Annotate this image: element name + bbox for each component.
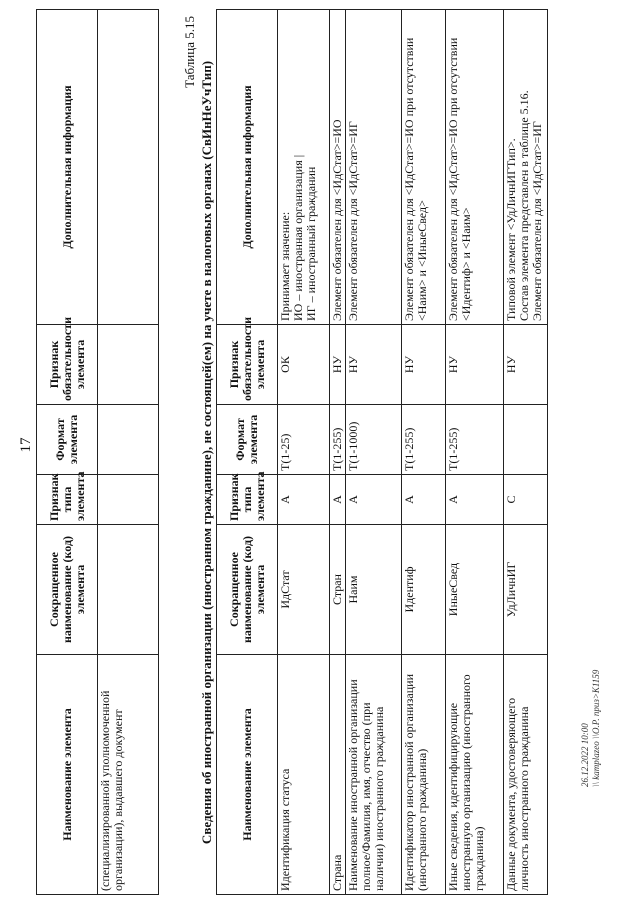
signature-stamp (580, 670, 602, 787)
cell-code: ИдСтат (278, 525, 330, 655)
cell-type: А (330, 475, 346, 525)
table-title: Сведения об иностранной организации (иностранном гражданине), не состоящей(ем) на учете в налоговых органах (СвИнНеУчТип) (199, 60, 214, 845)
table-row (504, 10, 548, 895)
cell-code: ИныеСвед (446, 525, 504, 655)
table-row (402, 10, 446, 895)
cell-required: НУ (330, 325, 346, 405)
cell-format (98, 405, 159, 475)
page-number: 17 (18, 437, 34, 453)
header-type: Признак типа элемента (37, 475, 98, 525)
info-table (216, 9, 548, 895)
cell-format (504, 405, 548, 475)
table-header-row (217, 10, 278, 895)
cell-type: А (346, 475, 402, 525)
cell-name: Иные сведения, идентифицирующие иностранную организацию (иностранного гражданина) (446, 655, 504, 895)
signature-line-2: \\ kamplazeo \\О.Р. приз>К1159 (591, 669, 601, 787)
cell-code: Стран (330, 525, 346, 655)
cell-info: Элемент обязателен для <ИдСтат>=ИО при отсутствии <Наим> и <ИныеСвед> (402, 10, 446, 325)
header-info: Дополнительная информация (37, 10, 98, 325)
header-required: Признак обязательности элемента (37, 325, 98, 405)
cell-name: Идентификация статуса (278, 655, 330, 895)
cell-info: Элемент обязателен для <ИдСтат>=ИО (330, 10, 346, 325)
cell-type: А (278, 475, 330, 525)
cell-required: НУ (446, 325, 504, 405)
cell-name: (специализированной уполномоченной организации), выдавшего документ (98, 655, 159, 895)
cell-code: УдЛичнИГ (504, 525, 548, 655)
cell-code: Идентиф (402, 525, 446, 655)
header-required: Признак обязательности элемента (217, 325, 278, 405)
cell-type: А (402, 475, 446, 525)
cell-required: НУ (402, 325, 446, 405)
cell-info: Принимает значение: ИО – иностранная организация | ИГ – иностранный гражданин (278, 10, 330, 325)
cell-type (98, 475, 159, 525)
header-name: Наименование элемента (37, 655, 98, 895)
cell-required: ОК (278, 325, 330, 405)
cell-format: T(1-255) (330, 405, 346, 475)
cell-code (98, 525, 159, 655)
continuation-table (36, 9, 159, 895)
cell-format: T(1-1000) (346, 405, 402, 475)
header-format: Формат элемента (217, 405, 278, 475)
cell-info (98, 10, 159, 325)
table-row (98, 10, 159, 895)
signature-line-1: 26.12.2022 10:00 (580, 723, 590, 787)
cell-name: Идентификатор иностранной организации (иностранного гражданина) (402, 655, 446, 895)
table-row (346, 10, 402, 895)
cell-info: Типовой элемент <УдЛичнИГТип>. Состав элемента представлен в таблице 5.16. Элемент обязателен для <ИдСтат>=ИГ (504, 10, 548, 325)
header-type: Признак типа элемента (217, 475, 278, 525)
table-row (446, 10, 504, 895)
cell-format: T(1-255) (402, 405, 446, 475)
table-header-row (37, 10, 98, 895)
cell-type: С (504, 475, 548, 525)
header-format: Формат элемента (37, 405, 98, 475)
table-row (330, 10, 346, 895)
cell-name: Страна (330, 655, 346, 895)
cell-format: T(1-25) (278, 405, 330, 475)
header-name: Наименование элемента (217, 655, 278, 895)
cell-required (98, 325, 159, 405)
cell-info: Элемент обязателен для <ИдСтат>=ИО при отсутствии <Идентиф> и <Наим> (446, 10, 504, 325)
table-row (278, 10, 330, 895)
cell-name: Данные документа, удостоверяющего личность иностранного гражданина (504, 655, 548, 895)
table-number: Таблица 5.15 (182, 16, 197, 88)
cell-type: А (446, 475, 504, 525)
header-short: Сокращенное наименование (код) элемента (37, 525, 98, 655)
header-short: Сокращенное наименование (код) элемента (217, 525, 278, 655)
cell-info: Элемент обязателен для <ИдСтат>=ИГ (346, 10, 402, 325)
header-info: Дополнительная информация (217, 10, 278, 325)
cell-code: Наим (346, 525, 402, 655)
cell-required: НУ (346, 325, 402, 405)
cell-name: Наименование иностранной организации полное/Фамилия, имя, отчество (при наличии) иностранного гражданина (346, 655, 402, 895)
cell-format: T(1-255) (446, 405, 504, 475)
cell-required: НУ (504, 325, 548, 405)
